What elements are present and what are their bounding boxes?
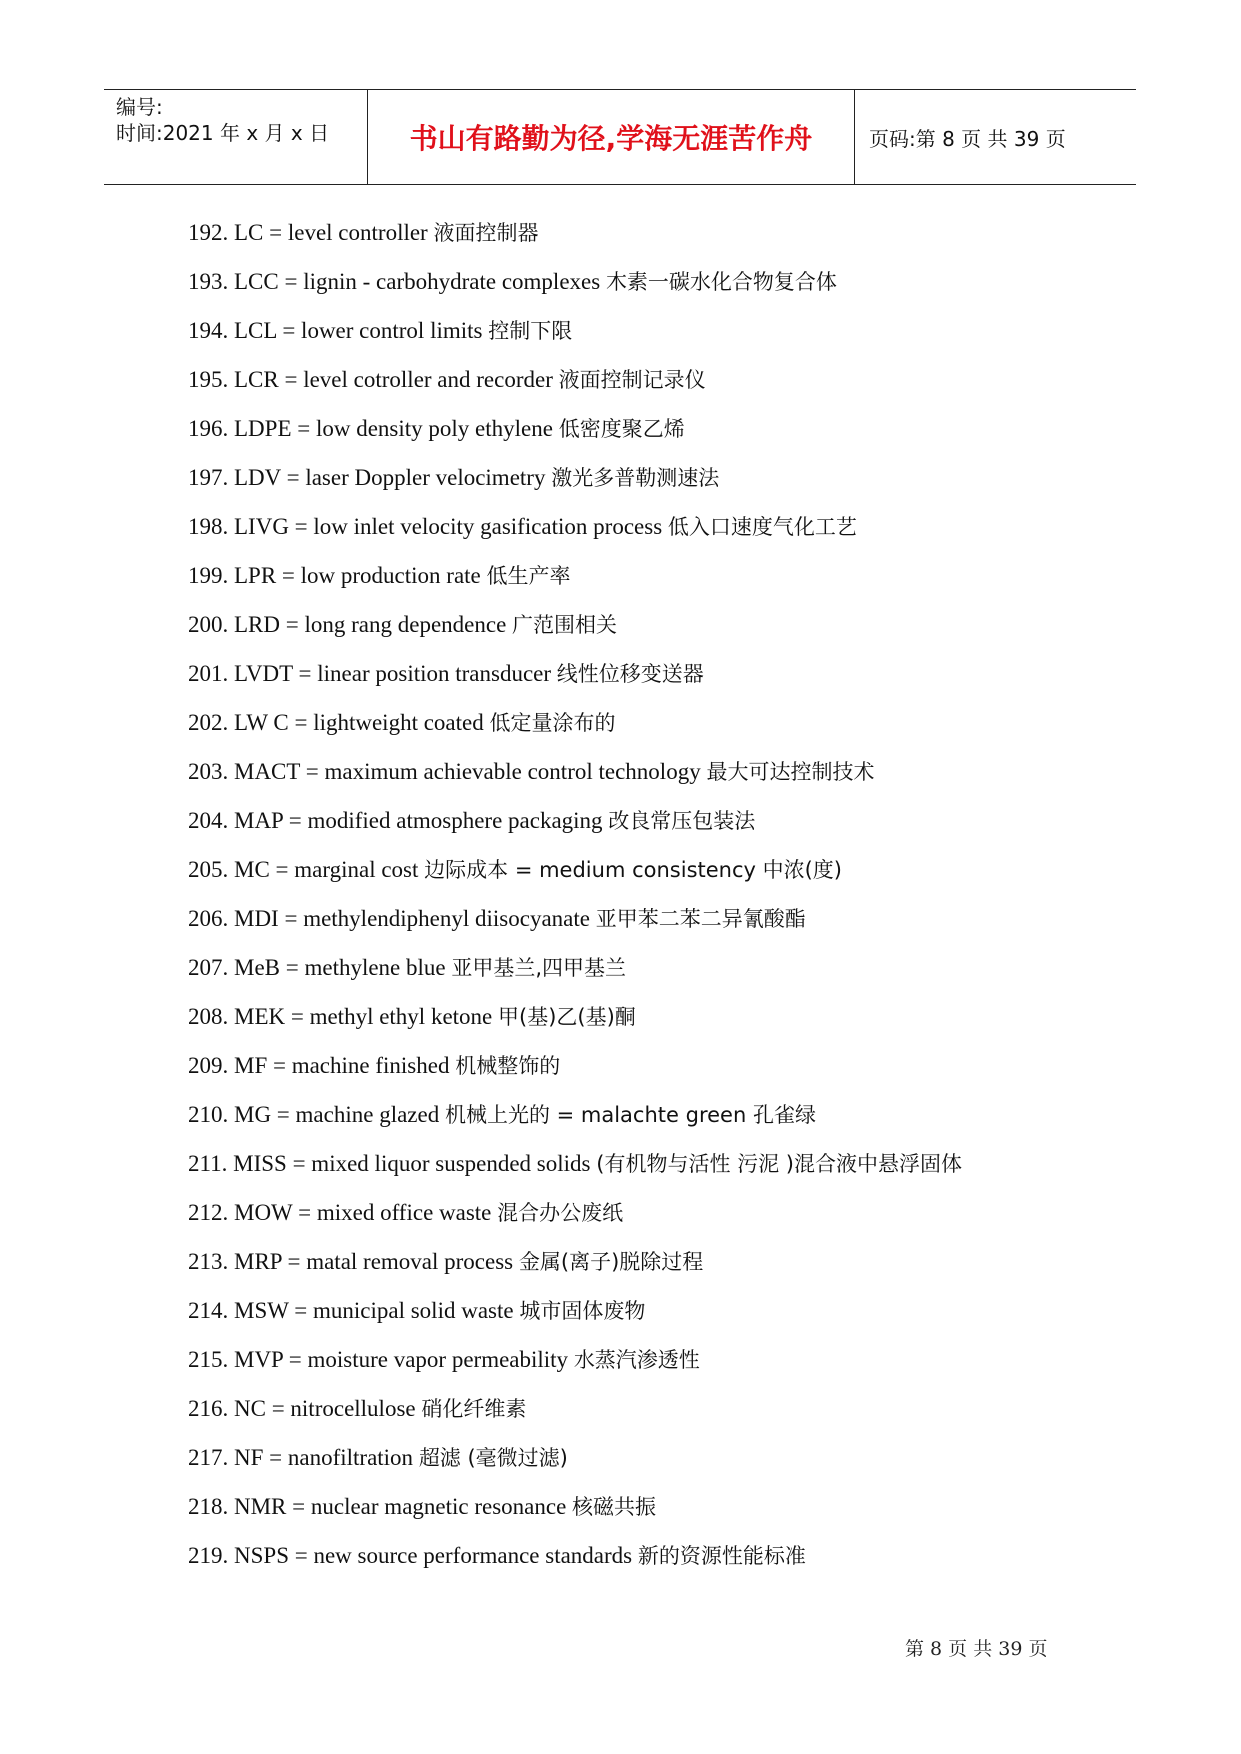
entry-english: 204. MAP = modified atmosphere packaging xyxy=(188,808,609,833)
entry-chinese: 机械整饰的 xyxy=(455,1054,561,1078)
list-item xyxy=(188,1002,1088,1051)
list-item xyxy=(188,1247,1088,1296)
list-item xyxy=(188,953,1088,1002)
entry-english: 195. LCR = level cotroller and recorder xyxy=(188,367,559,392)
entry-english: 203. MACT = maximum achievable control technology xyxy=(188,759,707,784)
glossary-list xyxy=(188,218,1088,1590)
entry-english: 198. LIVG = low inlet velocity gasification process xyxy=(188,514,668,539)
entry-chinese: 边际成本 = medium consistency 中浓(度) xyxy=(424,858,843,882)
list-item xyxy=(188,1198,1088,1247)
entry-chinese: 激光多普勒测速法 xyxy=(551,466,720,490)
entry-chinese: 低密度聚乙烯 xyxy=(558,417,685,441)
entry-chinese: 金属(离子)脱除过程 xyxy=(518,1250,704,1274)
entry-english: 202. LW C = lightweight coated xyxy=(188,710,490,735)
entry-chinese: 硝化纤维素 xyxy=(421,1397,527,1421)
entry-english: 217. NF = nanofiltration xyxy=(188,1445,419,1470)
list-item xyxy=(188,218,1088,267)
list-item xyxy=(188,610,1088,659)
entry-chinese: 线性位移变送器 xyxy=(556,662,704,686)
entry-chinese: 核磁共振 xyxy=(572,1495,657,1519)
list-item xyxy=(188,1149,1088,1198)
entry-chinese: 亚甲苯二苯二异氰酸酯 xyxy=(595,907,806,931)
page-header xyxy=(104,89,1136,185)
entry-english: 194. LCL = lower control limits xyxy=(188,318,489,343)
time-label: 时间:2021 年 x 月 x 日 xyxy=(116,121,330,145)
entry-chinese: 城市固体废物 xyxy=(519,1299,646,1323)
entry-chinese: 水蒸汽渗透性 xyxy=(573,1348,700,1372)
entry-english: 215. MVP = moisture vapor permeability xyxy=(188,1347,574,1372)
list-item xyxy=(188,1100,1088,1149)
header-motto: 书山有路勤为径,学海无涯苦作舟 xyxy=(368,90,855,184)
list-item xyxy=(188,561,1088,610)
entry-chinese: 混合办公废纸 xyxy=(497,1201,624,1225)
list-item xyxy=(188,463,1088,512)
entry-english: 219. NSPS = new source performance standards xyxy=(188,1543,638,1568)
header-meta xyxy=(104,90,368,184)
list-item xyxy=(188,512,1088,561)
entry-chinese: 液面控制记录仪 xyxy=(558,368,706,392)
entry-english: 214. MSW = municipal solid waste xyxy=(188,1298,520,1323)
entry-chinese: 机械上光的 = malachte green 孔雀绿 xyxy=(444,1103,816,1127)
number-label: 编号: xyxy=(116,95,163,119)
list-item xyxy=(188,267,1088,316)
entry-english: 216. NC = nitrocellulose xyxy=(188,1396,422,1421)
entry-chinese: (有机物与活性 污泥 )混合液中悬浮固体 xyxy=(596,1152,962,1176)
entry-chinese: 低定量涂布的 xyxy=(489,711,616,735)
list-item xyxy=(188,1541,1088,1590)
entry-chinese: 低入口速度气化工艺 xyxy=(667,515,857,539)
list-item xyxy=(188,1296,1088,1345)
entry-english: 208. MEK = methyl ethyl ketone xyxy=(188,1004,499,1029)
list-item xyxy=(188,1443,1088,1492)
entry-english: 199. LPR = low production rate xyxy=(188,563,487,588)
entry-english: 196. LDPE = low density poly ethylene xyxy=(188,416,559,441)
entry-chinese: 亚甲基兰,四甲基兰 xyxy=(451,956,627,980)
list-item xyxy=(188,414,1088,463)
list-item xyxy=(188,757,1088,806)
entry-chinese: 广范围相关 xyxy=(512,613,618,637)
list-item xyxy=(188,806,1088,855)
entry-english: 197. LDV = laser Doppler velocimetry xyxy=(188,465,552,490)
entry-chinese: 液面控制器 xyxy=(433,221,539,245)
entry-english: 192. LC = level controller xyxy=(188,220,434,245)
entry-english: 207. MeB = methylene blue xyxy=(188,955,452,980)
list-item xyxy=(188,855,1088,904)
entry-chinese: 新的资源性能标准 xyxy=(637,1544,806,1568)
entry-chinese: 超滤 (毫微过滤) xyxy=(418,1446,568,1470)
entry-chinese: 控制下限 xyxy=(488,319,573,343)
list-item xyxy=(188,1345,1088,1394)
list-item xyxy=(188,659,1088,708)
entry-english: 193. LCC = lignin - carbohydrate complexes xyxy=(188,269,606,294)
page-footer: 第 8 页 共 39 页 xyxy=(905,1638,1048,1660)
entry-english: 212. MOW = mixed office waste xyxy=(188,1200,498,1225)
entry-chinese: 木素一碳水化合物复合体 xyxy=(605,270,837,294)
list-item xyxy=(188,365,1088,414)
entry-english: 218. NMR = nuclear magnetic resonance xyxy=(188,1494,573,1519)
header-page-label: 页码:第 8 页 共 39 页 xyxy=(869,126,1066,151)
entry-english: 206. MDI = methylendiphenyl diisocyanate xyxy=(188,906,596,931)
entry-chinese: 低生产率 xyxy=(486,564,571,588)
entry-english: 210. MG = machine glazed xyxy=(188,1102,445,1127)
list-item xyxy=(188,708,1088,757)
entry-english: 200. LRD = long rang dependence xyxy=(188,612,513,637)
entry-chinese: 最大可达控制技术 xyxy=(706,760,875,784)
list-item xyxy=(188,316,1088,365)
entry-english: 205. MC = marginal cost xyxy=(188,857,425,882)
list-item xyxy=(188,1394,1088,1443)
entry-english: 213. MRP = matal removal process xyxy=(188,1249,519,1274)
entry-english: 201. LVDT = linear position transducer xyxy=(188,661,557,686)
list-item xyxy=(188,1051,1088,1100)
entry-chinese: 甲(基)乙(基)酮 xyxy=(498,1005,636,1029)
entry-english: 209. MF = machine finished xyxy=(188,1053,456,1078)
entry-chinese: 改良常压包装法 xyxy=(608,809,756,833)
list-item xyxy=(188,904,1088,953)
list-item xyxy=(188,1492,1088,1541)
entry-english: 211. MISS = mixed liquor suspended solids xyxy=(188,1151,597,1176)
